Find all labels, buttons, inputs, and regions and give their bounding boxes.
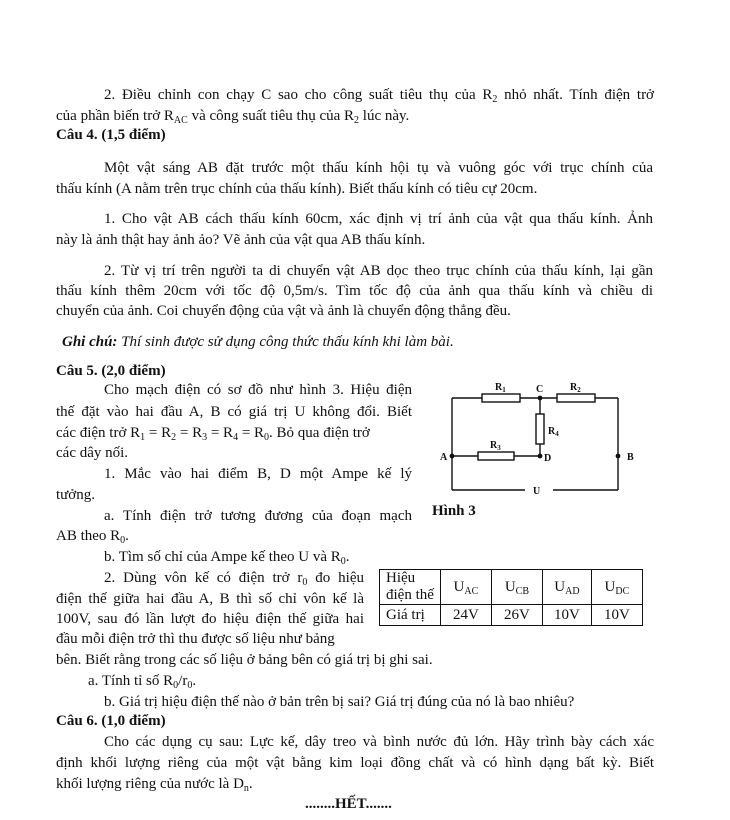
q6-line2: định khối lượng riêng của một vật bằng kim loại đồng chất và có hình dạng bất kỳ. Biết bbox=[56, 755, 654, 771]
circuit-diagram bbox=[430, 372, 650, 507]
table-header-label: Hiệu điện thế bbox=[380, 570, 441, 605]
resistor-r2 bbox=[557, 394, 595, 402]
q4-intro-line1: Một vật sáng AB đặt trước một thấu kính hội tụ và vuông góc với trục chính của bbox=[104, 160, 653, 176]
q5-line16: b. Giá trị hiệu điện thế nào ở bản trên bị sai? Giá trị đúng của nó là bao nhiêu? bbox=[104, 694, 575, 710]
figure-caption: Hình 3 bbox=[432, 503, 476, 519]
table-header-uad: $U_{AD}$ bbox=[542, 570, 591, 605]
q6-line1: Cho các dụng cụ sau: Lực kế, dây treo và bình nước đủ lớn. Hãy trình bày cách xác bbox=[104, 734, 654, 750]
end-marker: ........HẾT....... bbox=[305, 796, 392, 812]
label-c: C bbox=[536, 384, 544, 395]
label-r2: $R_2$ bbox=[570, 382, 581, 394]
q6-title: Câu 6. (1,0 điểm) bbox=[56, 713, 166, 729]
q5-line2: thế đặt vào hai đầu A, B có giá trị U không đổi. Biết bbox=[56, 404, 412, 420]
label-a: A bbox=[440, 452, 448, 463]
voltage-table bbox=[379, 569, 643, 626]
note: Ghi chú: Thí sinh được sử dụng công thức thấu kính khi làm bài. bbox=[62, 334, 454, 350]
q5-line15: a. Tính tỉ số $R_0/r_0$. bbox=[88, 673, 197, 691]
q5-line4: các dây nối. bbox=[56, 445, 129, 461]
table-cell-uad: 10V bbox=[542, 605, 591, 626]
q4-intro-line2: thấu kính (A nằm trên trục chính của thấu kính). Biết thấu kính có tiêu cự 20cm. bbox=[56, 181, 538, 197]
node-c bbox=[538, 396, 543, 401]
q4-title: Câu 4. (1,5 điểm) bbox=[56, 127, 166, 143]
label-r1: $R_1$ bbox=[495, 382, 506, 394]
q5-line1: Cho mạch điện có sơ đồ như hình 3. Hiệu điện bbox=[104, 382, 412, 398]
q5-line14: bên. Biết rằng trong các số liệu ở bảng bên có giá trị bị ghi sai. bbox=[56, 652, 433, 668]
table-header-udc: $U_{DC}$ bbox=[591, 570, 642, 605]
table-header-ucb: $U_{CB}$ bbox=[491, 570, 542, 605]
node-b bbox=[616, 454, 621, 459]
q5-line8: AB theo $R_0$. bbox=[56, 528, 129, 546]
q4-part2-line3: chuyển của ảnh. Coi chuyển động của vật và ảnh là chuyển động thẳng đều. bbox=[56, 303, 511, 319]
resistor-r1 bbox=[482, 394, 520, 402]
q6-line3: khối lượng riêng của nước là $D_n$. bbox=[56, 776, 253, 794]
resistor-r3 bbox=[478, 452, 514, 460]
node-a bbox=[450, 454, 455, 459]
q4-part2-line2: thấu kính thêm 20cm với tốc độ 0,5m/s. Tìm tốc độ của ảnh qua thấu kính và chiều di bbox=[56, 283, 653, 299]
resistor-r4 bbox=[536, 414, 544, 444]
label-r4: $R_4$ bbox=[548, 426, 559, 438]
node-d bbox=[538, 454, 543, 459]
table-header-uac: $U_{AC}$ bbox=[440, 570, 491, 605]
q5-line12: 100V, sau đó lần lượt đo hiệu điện thế giữa hai bbox=[56, 611, 364, 627]
table-cell-uac: 24V bbox=[440, 605, 491, 626]
table-cell-udc: 10V bbox=[591, 605, 642, 626]
q5-title: Câu 5. (2,0 điểm) bbox=[56, 363, 166, 379]
q5-line5: 1. Mắc vào hai điểm B, D một Ampe kế lý bbox=[104, 466, 412, 482]
table-cell-ucb: 26V bbox=[491, 605, 542, 626]
q3-part2-line2: của phần biến trở $R_{AC}$ và công suất tiêu thụ của $R_2$ lúc này. bbox=[56, 108, 410, 126]
q5-line6: tưởng. bbox=[56, 487, 95, 503]
q5-line7: a. Tính điện trở tương đương của đoạn mạch bbox=[104, 508, 412, 524]
q4-part1-line1: 1. Cho vật AB cách thấu kính 60cm, xác định vị trí ảnh của vật qua thấu kính. Ảnh bbox=[104, 211, 653, 227]
label-b: B bbox=[627, 452, 634, 463]
q3-part2-line1: 2. Điều chỉnh con chạy C sao cho công suất tiêu thụ của $R_2$ nhỏ nhất. Tính điện trở bbox=[104, 87, 654, 105]
q5-line3: các điện trở $R_1 = R_2 = R_3 = R_4 = R_0$. Bỏ qua điện trở bbox=[56, 425, 370, 443]
table-row-label: Giá trị bbox=[380, 605, 441, 626]
q5-line13: đầu mỗi điện trở thì thu được số liệu như bảng bbox=[56, 631, 335, 647]
q5-line11: điện thế giữa hai đầu A, B thì số chỉ vôn kế là bbox=[56, 591, 364, 607]
q5-line9: b. Tìm số chỉ của Ampe kế theo U và $R_0$. bbox=[104, 549, 350, 567]
label-u: U bbox=[533, 486, 541, 497]
label-r3: $R_3$ bbox=[490, 440, 501, 452]
label-d: D bbox=[544, 453, 552, 464]
q5-line10: 2. Dùng vôn kế có điện trở $r_0$ đo hiệu bbox=[104, 570, 364, 588]
q4-part2-line1: 2. Từ vị trí trên người ta di chuyển vật AB dọc theo trục chính của thấu kính, lại gần bbox=[104, 263, 653, 279]
q4-part1-line2: này là ảnh thật hay ảnh ảo? Vẽ ảnh của vật qua AB thấu kính. bbox=[56, 232, 426, 248]
